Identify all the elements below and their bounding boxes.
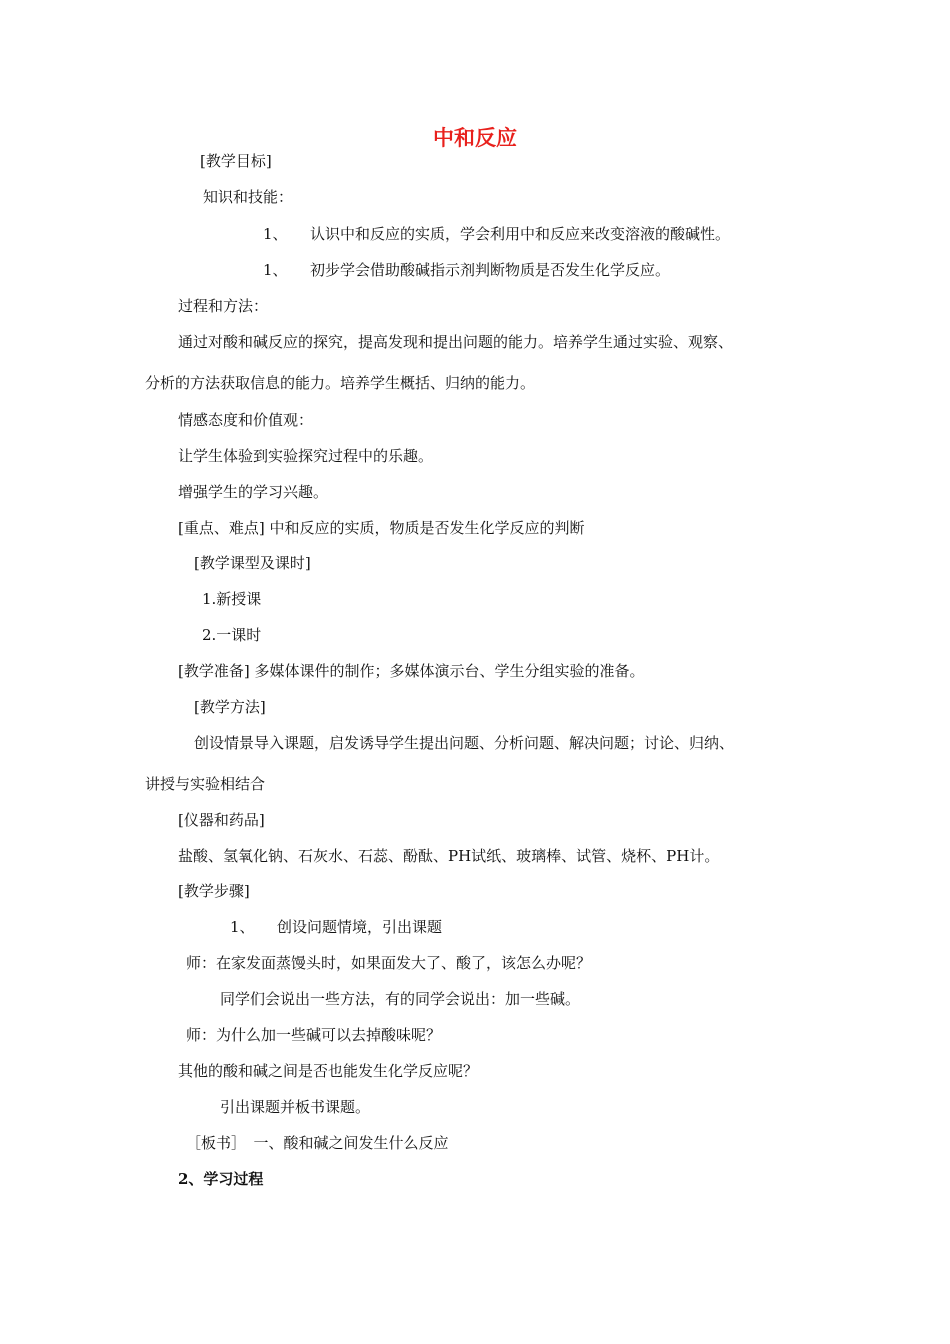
paragraph-line: 通过对酸和碱反应的探究，提高发现和提出问题的能力。培养学生通过实验、观察、 (178, 333, 734, 351)
subheading-attitude-values: 情感态度和价值观： (178, 411, 314, 429)
objective-item-1: 1、 认识中和反应的实质，学会利用中和反应来改变溶液的酸碱性。 (263, 225, 731, 243)
document-title: 中和反应 (433, 126, 517, 150)
section-heading-lesson-type: [教学课型及课时] (194, 554, 311, 572)
paragraph-line: 创设情景导入课题，启发诱导学生提出问题、分析问题、解决问题；讨论、归纳、 (194, 734, 735, 752)
section-preparation: [教学准备] 多媒体课件的制作；多媒体演示台、学生分组实验的准备。 (178, 662, 645, 680)
section-heading-methods: [教学方法] (194, 698, 266, 716)
section-heading-objectives: [教学目标] (200, 152, 272, 170)
list-item: 1.新授课 (202, 590, 262, 608)
step-item-1: 1、 创设问题情境，引出课题 (230, 918, 443, 936)
paragraph-line: 增强学生的学习兴趣。 (178, 483, 329, 501)
paragraph-line: 师：为什么加一些碱可以去掉酸味呢？ (186, 1026, 442, 1044)
paragraph-line: 分析的方法获取信息的能力。培养学生概括、归纳的能力。 (145, 374, 536, 392)
board-note: ［板书］ 一、酸和碱之间发生什么反应 (186, 1134, 449, 1152)
subheading-process-method: 过程和方法： (178, 297, 269, 315)
list-item: 2.一课时 (202, 626, 262, 644)
step-item-2: 2、学习过程 (178, 1170, 264, 1188)
paragraph-line: 让学生体验到实验探究过程中的乐趣。 (178, 447, 434, 465)
section-key-points: [重点、难点] 中和反应的实质，物质是否发生化学反应的判断 (178, 519, 585, 537)
paragraph-line: 师：在家发面蒸馒头时，如果面发大了、酸了，该怎么办呢？ (186, 954, 592, 972)
section-heading-steps: [教学步骤] (178, 882, 250, 900)
paragraph-line: 同学们会说出一些方法，有的同学会说出：加一些碱。 (220, 990, 581, 1008)
subheading-knowledge-skills: 知识和技能： (203, 188, 294, 206)
paragraph-line: 盐酸、氢氧化钠、石灰水、石蕊、酚酞、PH试纸、玻璃棒、试管、烧杯、PH计。 (178, 847, 720, 865)
objective-item-2: 1、 初步学会借助酸碱指示剂判断物质是否发生化学反应。 (263, 261, 671, 279)
paragraph-line: 引出课题并板书课题。 (220, 1098, 371, 1116)
paragraph-line: 讲授与实验相结合 (145, 775, 266, 793)
paragraph-line: 其他的酸和碱之间是否也能发生化学反应呢？ (178, 1062, 479, 1080)
section-heading-equipment: [仪器和药品] (178, 811, 265, 829)
